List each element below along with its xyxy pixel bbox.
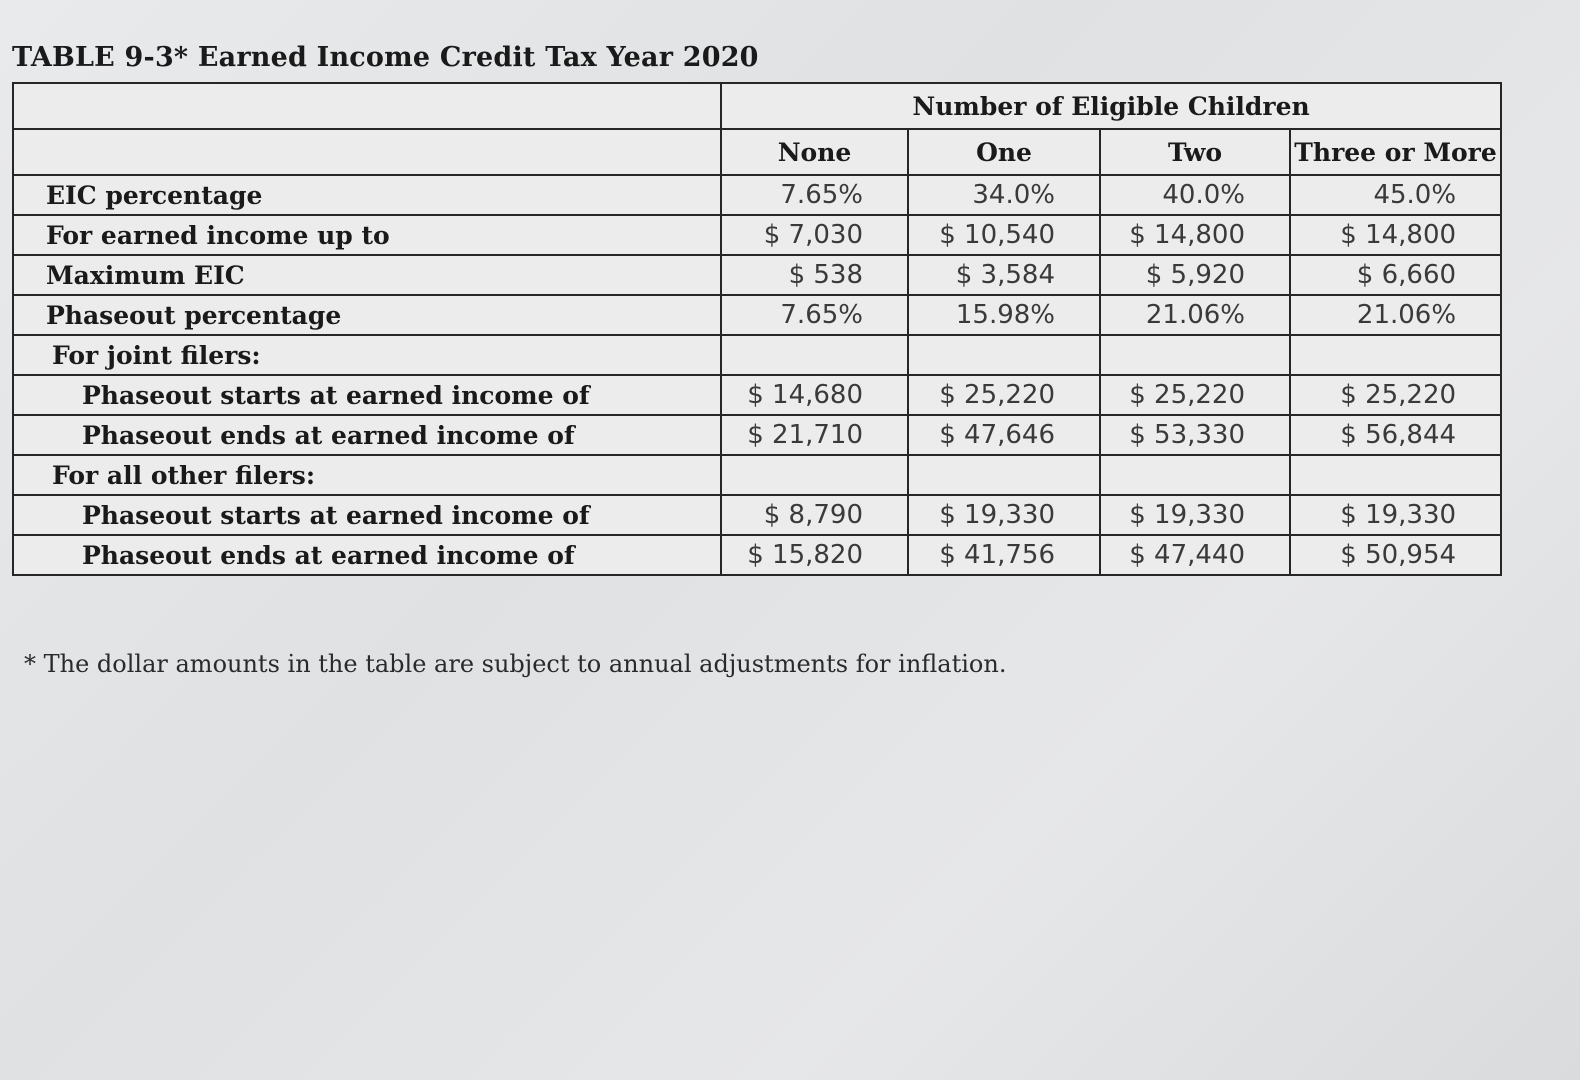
table-cell: $ 47,440 (1100, 535, 1290, 575)
section-label-other-filers: For all other filers: (13, 455, 721, 495)
table-cell: 21.06% (1100, 295, 1290, 335)
table-cell: 34.0% (908, 175, 1100, 215)
table-cell: $ 56,844 (1290, 415, 1501, 455)
eic-table (12, 82, 1502, 576)
table-cell: $ 14,680 (721, 375, 908, 415)
header-blank-cell (13, 129, 721, 175)
table-cell (1100, 335, 1290, 375)
table-cell: $ 8,790 (721, 495, 908, 535)
table-cell: 7.65% (721, 295, 908, 335)
table-cell: $ 15,820 (721, 535, 908, 575)
table-cell: 40.0% (1100, 175, 1290, 215)
header-blank-cell (13, 83, 721, 129)
table-cell: $ 10,540 (908, 215, 1100, 255)
table-row (13, 455, 1501, 495)
table-row (13, 215, 1501, 255)
row-label: Phaseout starts at earned income of (13, 375, 721, 415)
column-header-three-or-more: Three or More (1290, 129, 1501, 175)
group-header: Number of Eligible Children (721, 83, 1501, 129)
row-label: Phaseout ends at earned income of (13, 535, 721, 575)
row-label: EIC percentage (13, 175, 721, 215)
row-label: Phaseout percentage (13, 295, 721, 335)
table-cell: $ 53,330 (1100, 415, 1290, 455)
table-cell (1290, 335, 1501, 375)
column-header-row (13, 129, 1501, 175)
table-cell: $ 5,920 (1100, 255, 1290, 295)
table-cell: $ 6,660 (1290, 255, 1501, 295)
table-cell: 45.0% (1290, 175, 1501, 215)
table-footnote: * The dollar amounts in the table are subject to annual adjustments for inflation. (24, 650, 1007, 678)
table-cell (1290, 455, 1501, 495)
table-cell (908, 455, 1100, 495)
column-header-two: Two (1100, 129, 1290, 175)
table-row (13, 175, 1501, 215)
table-cell (721, 335, 908, 375)
group-header-row (13, 83, 1501, 129)
table-cell (721, 455, 908, 495)
table-cell (1100, 455, 1290, 495)
table-cell: $ 3,584 (908, 255, 1100, 295)
table-cell: $ 41,756 (908, 535, 1100, 575)
table-cell: $ 14,800 (1290, 215, 1501, 255)
row-label: Maximum EIC (13, 255, 721, 295)
column-header-none: None (721, 129, 908, 175)
table-cell: $ 50,954 (1290, 535, 1501, 575)
table-row (13, 495, 1501, 535)
column-header-one: One (908, 129, 1100, 175)
table-cell: $ 25,220 (1100, 375, 1290, 415)
table-row (13, 295, 1501, 335)
table-cell: 7.65% (721, 175, 908, 215)
table-cell: $ 538 (721, 255, 908, 295)
table-title: TABLE 9-3* Earned Income Credit Tax Year 2020 (12, 42, 759, 73)
table-cell: $ 14,800 (1100, 215, 1290, 255)
section-label-joint-filers: For joint filers: (13, 335, 721, 375)
table-cell: $ 47,646 (908, 415, 1100, 455)
table-cell: $ 25,220 (908, 375, 1100, 415)
table-cell: $ 19,330 (1100, 495, 1290, 535)
row-label: Phaseout starts at earned income of (13, 495, 721, 535)
row-label: Phaseout ends at earned income of (13, 415, 721, 455)
row-label: For earned income up to (13, 215, 721, 255)
table-cell: 21.06% (1290, 295, 1501, 335)
table-row (13, 255, 1501, 295)
table-cell: $ 19,330 (908, 495, 1100, 535)
table-row (13, 535, 1501, 575)
table-cell: $ 19,330 (1290, 495, 1501, 535)
table-cell: 15.98% (908, 295, 1100, 335)
table-row (13, 375, 1501, 415)
table-row (13, 415, 1501, 455)
table-row (13, 335, 1501, 375)
table-cell (908, 335, 1100, 375)
table-cell: $ 21,710 (721, 415, 908, 455)
table-cell: $ 25,220 (1290, 375, 1501, 415)
table-cell: $ 7,030 (721, 215, 908, 255)
